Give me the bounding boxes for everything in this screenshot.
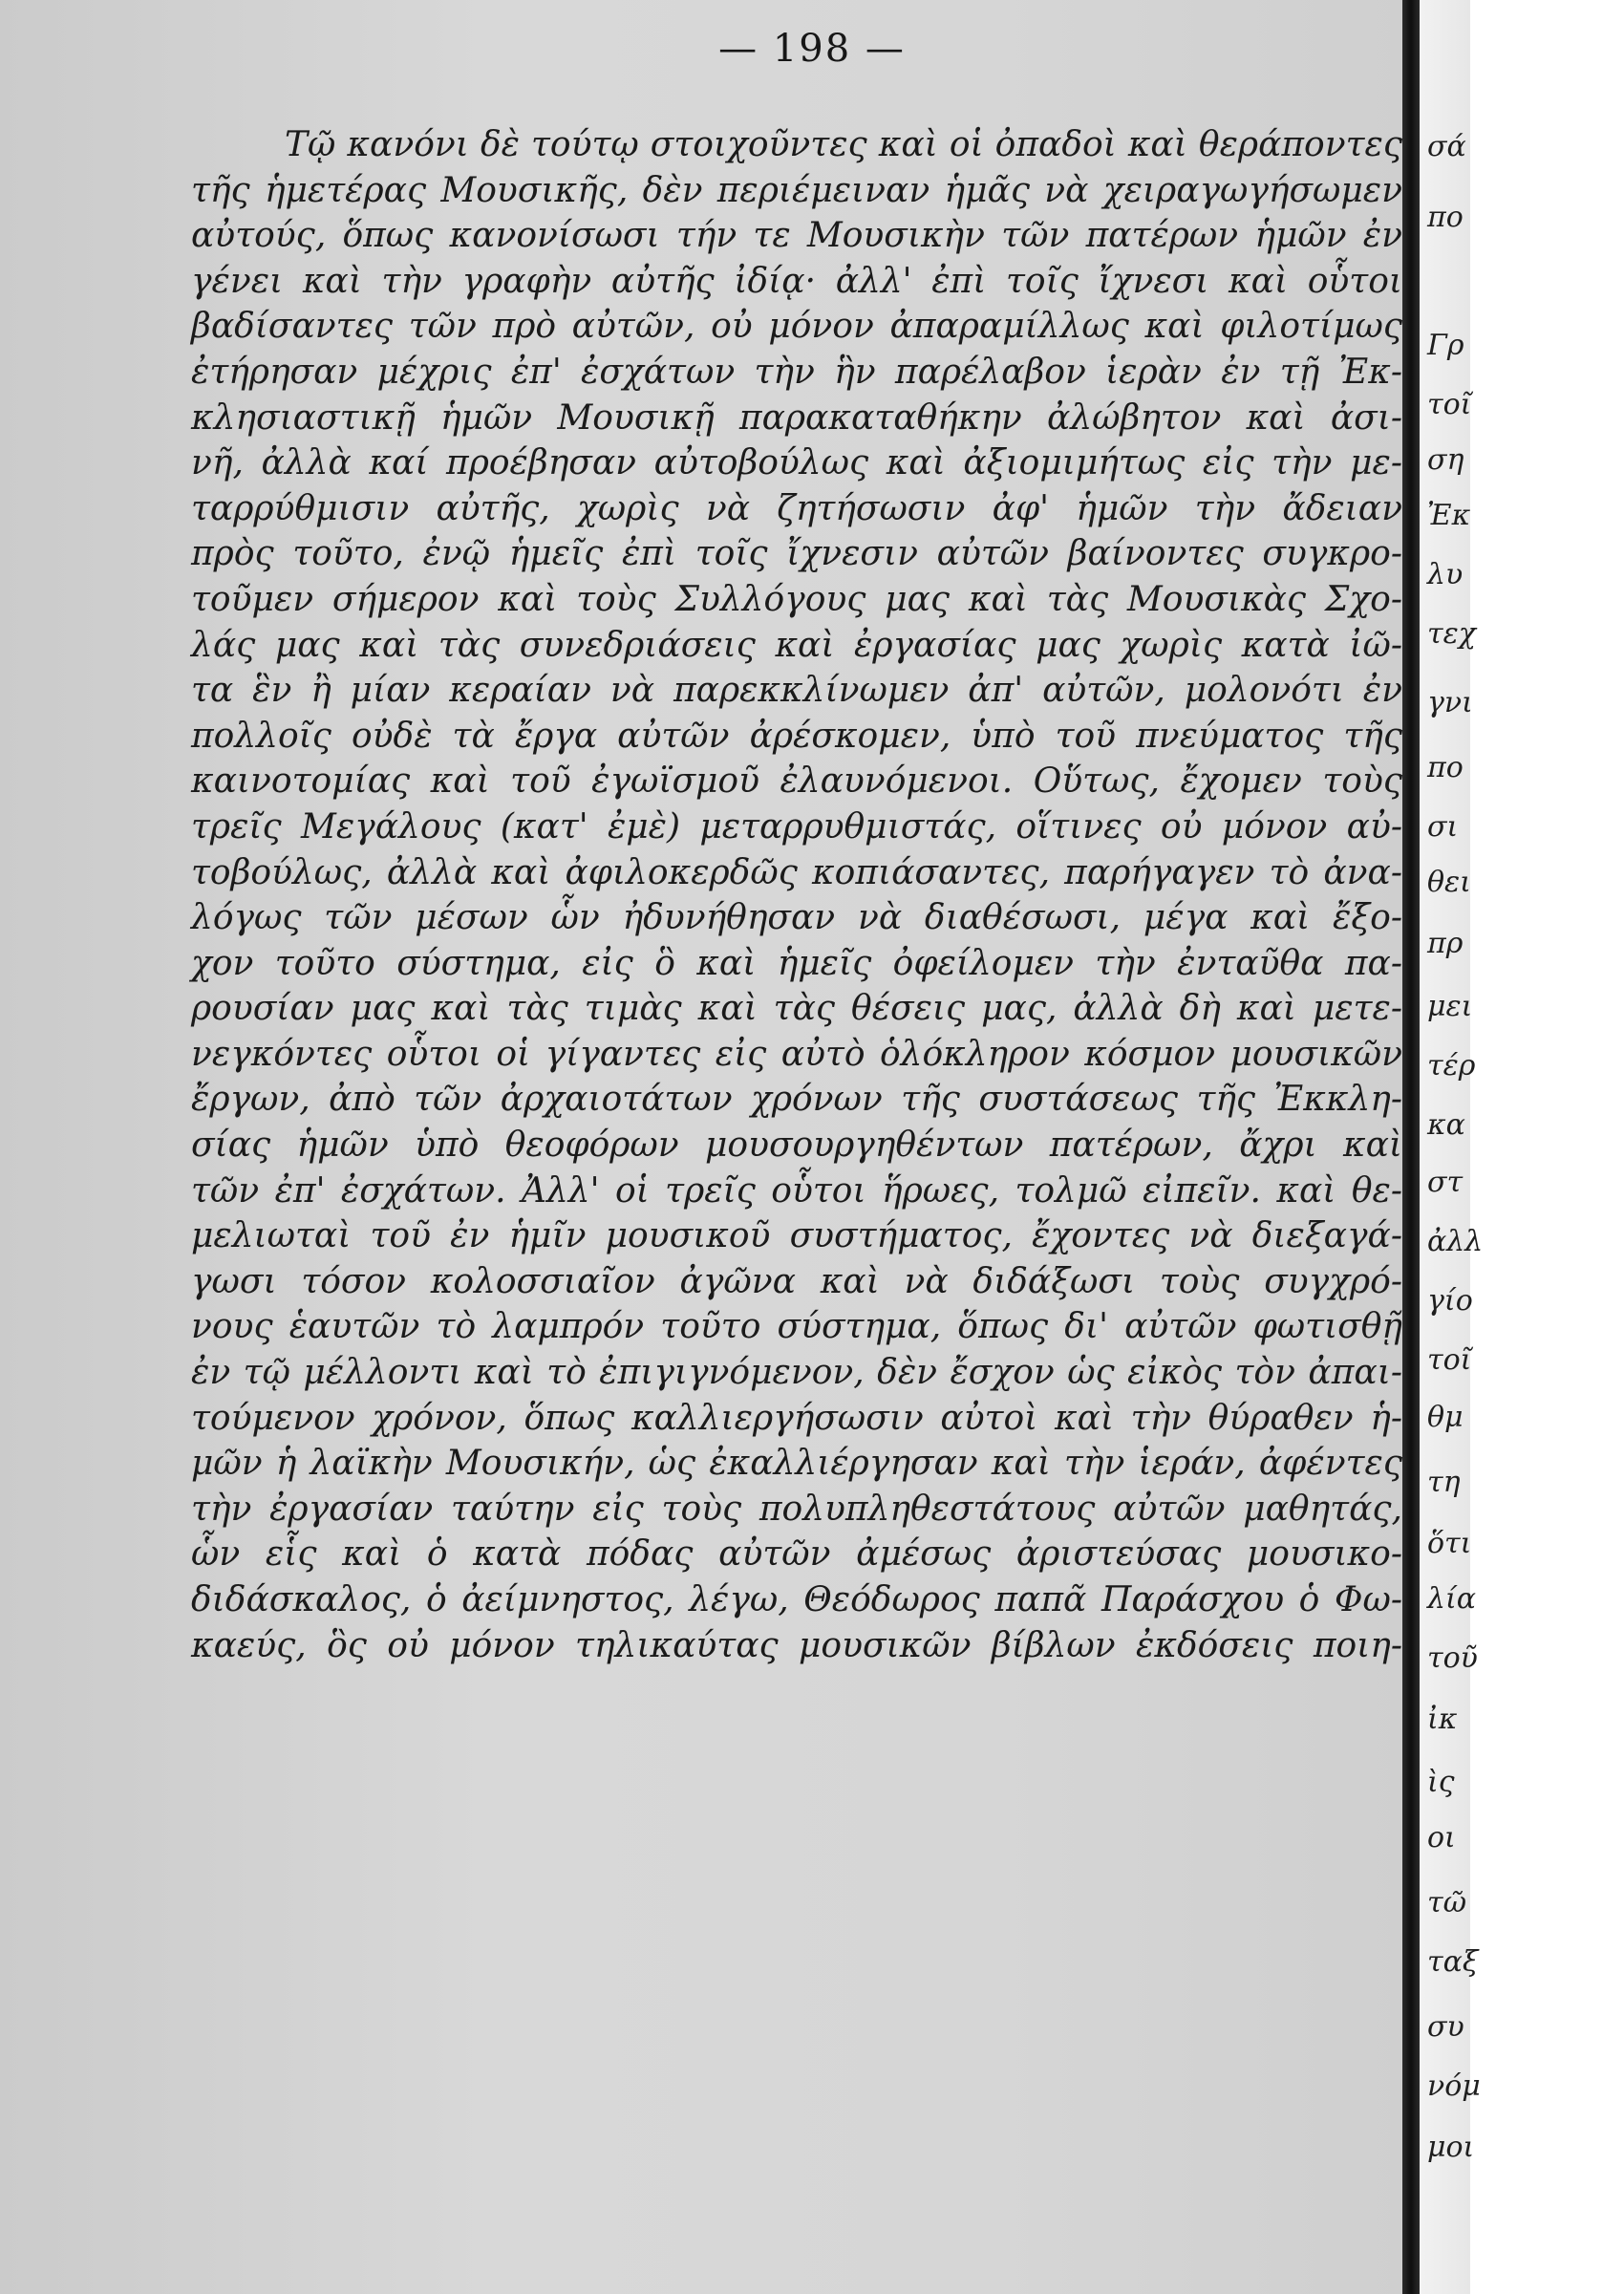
next-page-fragment: μοι	[1427, 2131, 1475, 2164]
text-line: ὧν εἷς καὶ ὁ κατὰ πόδας αὐτῶν ἀμέσως ἀριστεύσας μουσικο-	[191, 1534, 1402, 1575]
page-number: — 198 —	[718, 27, 906, 71]
text-line: χον τοῦτο σύστημα, εἰς ὃ καὶ ἡμεῖς ὀφείλομεν τὴν ἐνταῦθα πα-	[191, 943, 1402, 983]
next-page-fragment: τοῖ	[1427, 388, 1472, 421]
next-page-fragment: τοῦ	[1427, 1641, 1478, 1675]
text-line: τα ἓν ἢ μίαν κεραίαν νὰ παρεκκλίνωμεν ἀπ' αὐτῶν, μολονότι ἐν	[191, 671, 1402, 711]
text-line: τούμενον χρόνον, ὅπως καλλιεργήσωσιν αὐτοὶ καὶ τὴν θύραθεν ἡ-	[191, 1398, 1402, 1438]
text-line: τὴν ἐργασίαν ταύτην εἰς τοὺς πολυπληθεστάτους αὐτῶν μαθητάς,	[191, 1489, 1402, 1529]
text-line: αὐτούς, ὅπως κανονίσωσι τήν τε Μουσικὴν τῶν πατέρων ἡμῶν ἐν	[191, 216, 1402, 256]
next-page-fragment: μει	[1427, 990, 1473, 1023]
text-line: νεγκόντες οὗτοι οἱ γίγαντες εἰς αὐτὸ ὁλόκληρον κόσμον μουσικῶν	[191, 1034, 1402, 1074]
text-line: τοῦμεν σήμερον καὶ τοὺς Συλλόγους μας καὶ τὰς Μουσικὰς Σχο-	[191, 579, 1402, 619]
text-line: μῶν ἡ λαϊκὴν Μουσικήν, ὡς ἐκαλλιέργησαν καὶ τὴν ἱεράν, ἀφέντες	[191, 1444, 1402, 1484]
text-line: ἔργων, ἀπὸ τῶν ἀρχαιοτάτων χρόνων τῆς συστάσεως τῆς Ἐκκλη-	[191, 1080, 1402, 1120]
next-page-fragment: συ	[1427, 2010, 1464, 2044]
text-line: πολλοῖς οὐδὲ τὰ ἔργα αὐτῶν ἀρέσκομεν, ὑπὸ τοῦ πνεύματος τῆς	[191, 716, 1402, 756]
text-line: τῶν ἐπ' ἐσχάτων. Ἀλλ' οἱ τρεῖς οὗτοι ἥρωες, τολμῶ εἰπεῖν. καὶ θε-	[191, 1170, 1402, 1211]
next-page-fragment: γίο	[1427, 1284, 1473, 1318]
text-line: κλησιαστικῇ ἡμῶν Μουσικῇ παρακαταθήκην ἀλώβητον καὶ ἀσι-	[191, 397, 1402, 438]
text-line: ἐτήρησαν μέχρις ἐπ' ἐσχάτων τὴν ἣν παρέλαβον ἱερὰν ἐν τῇ Ἐκ-	[191, 352, 1402, 392]
text-line: τοβούλως, ἀλλὰ καὶ ἀφιλοκερδῶς κοπιάσαντες, παρήγαγεν τὸ ἀνα-	[191, 852, 1402, 892]
text-line: διδάσκαλος, ὁ ἀείμνηστος, λέγω, Θεόδωρος παπᾶ Παράσχου ὁ Φω-	[191, 1580, 1402, 1619]
text-line: σίας ἡμῶν ὑπὸ θεοφόρων μουσουργηθέντων πατέρων, ἄχρι καὶ	[191, 1126, 1402, 1166]
next-page-fragment: θει	[1427, 866, 1471, 899]
text-line: ἐν τῷ μέλλοντι καὶ τὸ ἐπιγιγνόμενον, δὲν ἔσχον ὡς εἰκὸς τὸν ἀπαι-	[191, 1353, 1402, 1393]
text-line: λάς μας καὶ τὰς συνεδριάσεις καὶ ἐργασίας μας χωρὶς κατὰ ἰῶ-	[191, 625, 1402, 665]
text-line: ρουσίαν μας καὶ τὰς τιμὰς καὶ τὰς θέσεις μας, ἀλλὰ δὴ καὶ μετε-	[191, 989, 1402, 1029]
next-page-fragment: κα	[1427, 1108, 1465, 1142]
text-line: πρὸς τοῦτο, ἐνῷ ἡμεῖς ἐπὶ τοῖς ἴχνεσιν αὐτῶν βαίνοντες συγκρο-	[191, 534, 1402, 574]
text-line: τῆς ἡμετέρας Μουσικῆς, δὲν περιέμειναν ἡμᾶς νὰ χειραγωγήσωμεν	[191, 170, 1402, 210]
text-line: γωσι τόσον κολοσσιαῖον ἀγῶνα καὶ νὰ διδάξωσι τοὺς συγχρό-	[191, 1261, 1402, 1301]
text-line: βαδίσαντες τῶν πρὸ αὐτῶν, οὐ μόνον ἀπαραμίλλως καὶ φιλοτίμως	[191, 307, 1402, 347]
text-line: τρεῖς Μεγάλους (κατ' ἐμὲ) μεταρρυθμιστάς, οἵτινες οὐ μόνον αὐ-	[191, 806, 1402, 847]
body-paragraph	[191, 122, 1402, 1668]
text-line: μελιωταὶ τοῦ ἐν ἡμῖν μουσικοῦ συστήματος, ἔχοντες νὰ διεξαγά-	[191, 1216, 1402, 1256]
next-page-fragment: νόμ	[1427, 2069, 1481, 2103]
text-line: καεύς, ὃς οὐ μόνον τηλικαύτας μουσικῶν βίβλων ἐκδόσεις ποιη-	[191, 1625, 1402, 1665]
book-gutter	[1402, 0, 1420, 2294]
next-page-fragment: τεχ	[1427, 617, 1476, 651]
next-page-fragment: ση	[1427, 443, 1464, 477]
next-page-fragment: Ἐκ	[1427, 499, 1471, 532]
text-line: καινοτομίας καὶ τοῦ ἐγωϊσμοῦ ἐλαυνόμενοι. Οὕτως, ἔχομεν τοὺς	[191, 761, 1402, 802]
text-line: Τῷ κανόνι δὲ τούτῳ στοιχοῦντες καὶ οἱ ὀπαδοὶ καὶ θεράποντες	[285, 125, 1402, 164]
next-page-fragment: ὅτι	[1427, 1527, 1472, 1560]
next-page-fragment: γνι	[1427, 686, 1473, 719]
next-page-fragment: σι	[1427, 810, 1459, 844]
next-page-fragment: λία	[1427, 1582, 1477, 1616]
next-page-fragment: ὶς	[1427, 1766, 1455, 1799]
next-page-fragment: Γρ	[1427, 329, 1464, 362]
next-page-fragment: πο	[1427, 201, 1464, 234]
next-page-fragment: ταξ	[1427, 1945, 1479, 1979]
next-page-fragment: ἀλλ	[1427, 1225, 1484, 1258]
next-page-fragment: πρ	[1427, 927, 1464, 960]
next-page-fragment: στ	[1427, 1166, 1464, 1199]
next-page-fragment: οι	[1427, 1821, 1456, 1854]
text-line: νους ἑαυτῶν τὸ λαμπρόν τοῦτο σύστημα, ὅπως δι' αὐτῶν φωτισθῇ	[191, 1307, 1402, 1347]
next-page-fragment: τη	[1427, 1466, 1461, 1499]
next-page-fragment: θμ	[1427, 1401, 1464, 1434]
next-page-fragment: πο	[1427, 751, 1464, 784]
text-line: ταρρύθμισιν αὐτῆς, χωρὶς νὰ ζητήσωσιν ἀφ' ἡμῶν τὴν ἄδειαν	[191, 488, 1402, 528]
text-line: λόγως τῶν μέσων ὧν ἠδυνήθησαν νὰ διαθέσωσι, μέγα καὶ ἔξο-	[191, 898, 1402, 938]
next-page-fragment: σά	[1427, 130, 1466, 163]
next-page-fragment: τέρ	[1427, 1049, 1476, 1083]
text-line: γένει καὶ τὴν γραφὴν αὐτῆς ἰδίᾳ· ἀλλ' ἐπὶ τοῖς ἴχνεσι καὶ οὗτοι	[191, 261, 1402, 301]
next-page-fragment: τῶ	[1427, 1886, 1467, 1919]
text-line: νῆ, ἀλλὰ καί προέβησαν αὐτοβούλως καὶ ἀξιομιμήτως εἰς τὴν με-	[191, 443, 1402, 483]
next-page-fragment: τοῖ	[1427, 1343, 1472, 1377]
next-page-fragment: ἰκ	[1427, 1703, 1458, 1736]
next-page-fragment: λυ	[1427, 558, 1464, 591]
